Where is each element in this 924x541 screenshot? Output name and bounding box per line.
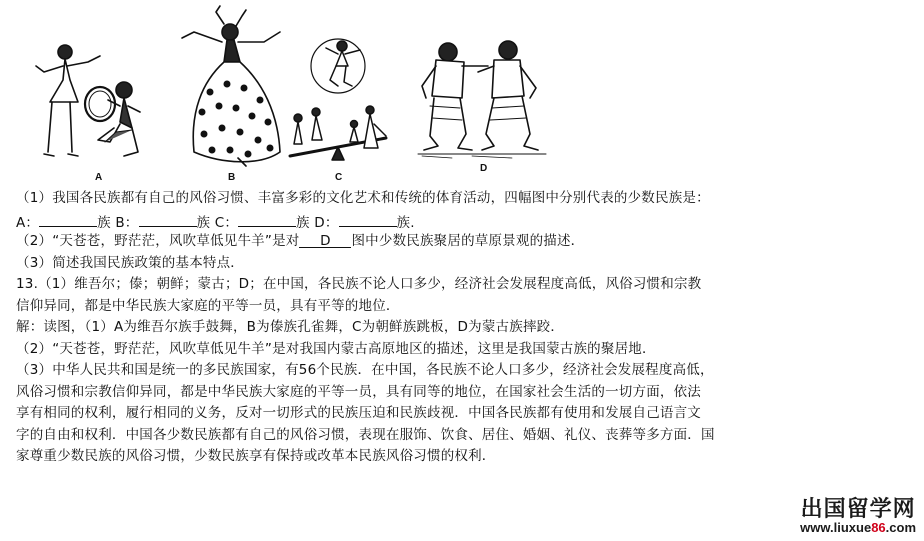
- figure-b-peacock-dance-illustration: [172, 2, 297, 172]
- figure-a-drum-dance-illustration: [20, 32, 155, 172]
- figure-label-d: D: [480, 163, 488, 174]
- blank-suffix-c: 族 C：: [196, 214, 239, 231]
- watermark-url-red: 86: [871, 520, 886, 536]
- figure-label-b: B: [228, 172, 236, 183]
- blank-prefix-a: A：: [16, 214, 40, 231]
- site-watermark: [800, 498, 916, 535]
- answer-blank-b[interactable]: [139, 210, 197, 227]
- figure-c-seesaw-jumping-illustration: [282, 28, 394, 173]
- figure-label-a: A: [95, 172, 103, 183]
- question-part-2: [16, 231, 906, 253]
- watermark-title: 出国留学网: [800, 497, 916, 523]
- solution-line-2: （2）“天苍苍，野茫茫，风吹草低见牛羊”是对我国内蒙古高原地区的描述，这里是我国蒙古族的聚居地．: [16, 340, 656, 357]
- question-part-1-blanks: [16, 210, 906, 232]
- question-part-2-post: 图中少数民族聚居的草原景观的描述．: [351, 233, 585, 249]
- answer-line-2: 信仰异同，都是中华民族大家庭的平等一员，具有平等的地位．: [16, 297, 400, 314]
- blank-suffix-d: 族 D：: [296, 214, 339, 231]
- solution-line-1: 解：读图，（1）A为维吾尔族手鼓舞，B为傣族孔雀舞，C为朝鲜族跳板，D为蒙古族摔跤．: [16, 319, 565, 335]
- answer-blank-c[interactable]: [238, 210, 296, 227]
- answer-blank-d[interactable]: [339, 210, 397, 227]
- figure-d-wrestling-illustration: [412, 26, 552, 162]
- question-and-answer-text: [16, 188, 906, 468]
- blank-suffix-end: 族.: [396, 214, 415, 231]
- watermark-url-post: .com: [885, 520, 916, 536]
- question-part-3: （3）简述我国民族政策的基本特点．: [16, 254, 244, 271]
- solution-line-5: 享有相同的权利，履行相同的义务，反对一切形式的民族压迫和民族歧视．中国各民族都有使用和发展自己语言文: [16, 405, 701, 421]
- blank-suffix-b: 族 B：: [97, 214, 139, 231]
- illustrations-row: [0, 0, 924, 185]
- solution-line-3: （3）中华人民共和国是统一的多民族国家，有56个民族．在中国，各民族不论人口多少，经济社会发展程度高低，: [16, 362, 714, 378]
- watermark-url-pre: www.liuxue: [800, 520, 872, 536]
- solution-line-6: 字的自由和权利．中国各少数民族都有自己的风俗习惯，表现在服饰、饮食、居住、婚姻、礼仪、丧葬等多方面．国: [16, 426, 715, 443]
- solution-line-7: 家尊重少数民族的风俗习惯，少数民族享有保持或改革本民族风俗习惯的权利．: [16, 448, 496, 464]
- watermark-url: [800, 521, 916, 535]
- question-part-2-pre: （2）“天苍苍，野茫茫，风吹草低见牛羊”是对: [16, 233, 300, 249]
- question-part-1: （1）我国各民族都有自己的风俗习惯、丰富多彩的文化艺术和传统的体育活动，四幅图中分别代表的少数民族是：: [16, 190, 710, 206]
- figure-label-c: C: [335, 172, 343, 183]
- answer-blank-grassland[interactable]: D: [299, 231, 351, 248]
- answer-line-1: 13.（1）维吾尔；傣；朝鲜；蒙古；D；在中国，各民族不论人口多少，经济社会发展程度高低，风俗习惯和宗教: [16, 276, 702, 292]
- solution-line-4: 风俗习惯和宗教信仰异同，都是中华民族大家庭的平等一员，具有同等的地位，在国家社会生活的一切方面，依法: [16, 383, 701, 400]
- answer-blank-a[interactable]: [39, 210, 97, 227]
